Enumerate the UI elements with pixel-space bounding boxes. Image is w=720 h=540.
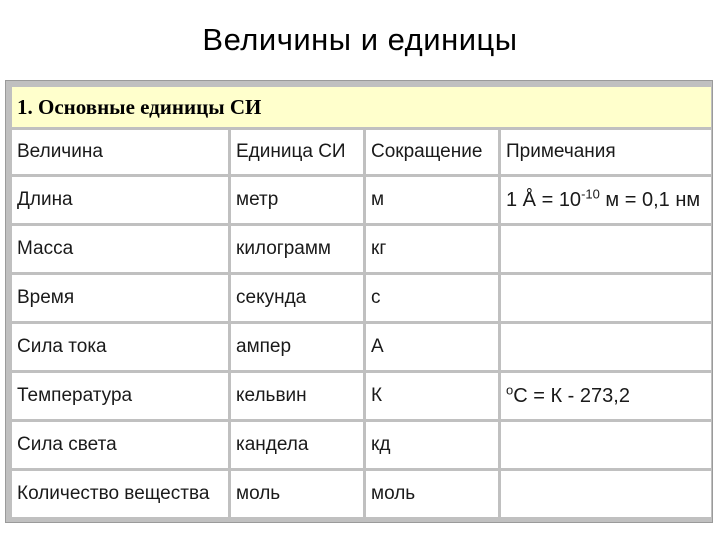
cell-abbreviation: К (366, 373, 498, 419)
table-row (12, 373, 711, 419)
table-row (12, 324, 711, 370)
cell-note (501, 422, 711, 468)
cell-quantity: Длина (12, 177, 228, 223)
note-length-prefix: 1 Å = 10 (506, 188, 582, 211)
note-temp-rest: С = К - 273,2 (513, 384, 630, 407)
table-row (12, 226, 711, 272)
cell-unit: кандела (231, 422, 363, 468)
cell-note (501, 471, 711, 517)
header-quantity: Величина (12, 130, 228, 174)
cell-quantity: Сила света (12, 422, 228, 468)
header-abbreviation: Сокращение (366, 130, 498, 174)
header-unit: Единица СИ (231, 130, 363, 174)
cell-quantity: Температура (12, 373, 228, 419)
cell-note (501, 324, 711, 370)
cell-unit: секунда (231, 275, 363, 321)
note-length-suffix: м = 0,1 нм (599, 188, 701, 211)
cell-abbreviation: кд (366, 422, 498, 468)
table-row (12, 422, 711, 468)
slide-title: Величины и единицы (202, 22, 518, 57)
cell-unit: ампер (231, 324, 363, 370)
cell-quantity: Масса (12, 226, 228, 272)
table-row (12, 177, 711, 223)
cell-quantity: Количество вещества (12, 471, 228, 517)
cell-note (501, 275, 711, 321)
cell-abbreviation: моль (366, 471, 498, 517)
units-table-container (5, 80, 713, 523)
cell-unit: кельвин (231, 373, 363, 419)
cell-abbreviation: с (366, 275, 498, 321)
cell-unit: моль (231, 471, 363, 517)
note-temp-degree: o (506, 381, 514, 397)
table-row (12, 275, 711, 321)
cell-abbreviation: м (366, 177, 498, 223)
cell-note (501, 226, 711, 272)
cell-note-temperature (501, 373, 711, 419)
cell-abbreviation: кг (366, 226, 498, 272)
note-length-exponent: -10 (581, 185, 600, 201)
section-row (12, 87, 711, 127)
cell-quantity: Сила тока (12, 324, 228, 370)
cell-unit: метр (231, 177, 363, 223)
cell-abbreviation: А (366, 324, 498, 370)
si-units-table (9, 84, 714, 520)
cell-quantity: Время (12, 275, 228, 321)
section-title: 1. Основные единицы СИ (12, 87, 711, 127)
table-row (12, 471, 711, 517)
cell-unit: килограмм (231, 226, 363, 272)
cell-note-length (501, 177, 711, 223)
header-notes: Примечания (501, 130, 711, 174)
header-row (12, 130, 711, 174)
